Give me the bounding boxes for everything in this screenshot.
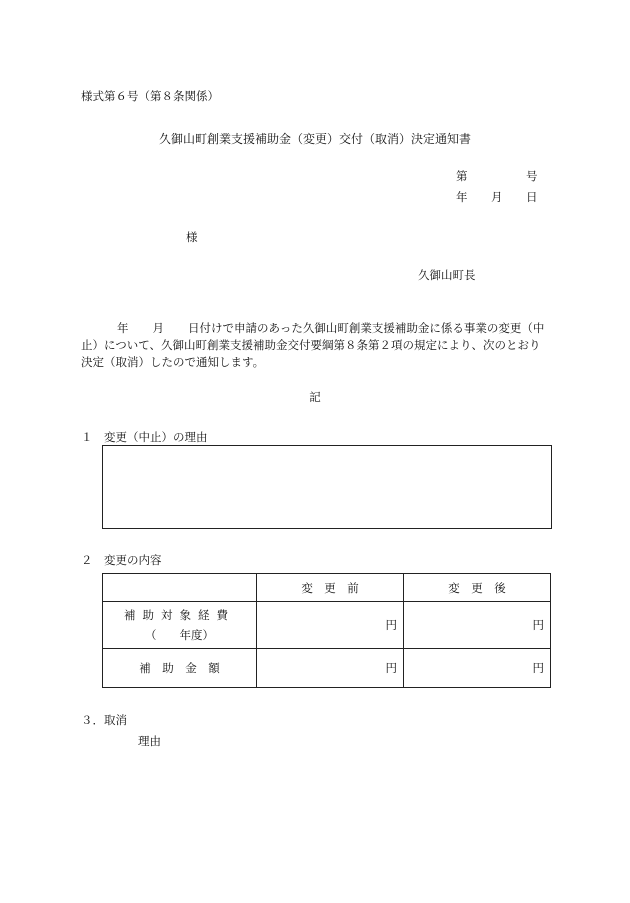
after-value: 円	[404, 649, 551, 688]
section3-reason-label: 理由	[138, 734, 161, 748]
section1-reason-box	[102, 445, 552, 529]
doc-number-suffix: 号	[526, 169, 538, 183]
body-month: 月	[152, 321, 164, 335]
date-month: 月	[491, 190, 503, 204]
body-text-content: 日付けで申請のあった久御山町創業支援補助金に係る事業の変更（中止）について、久御山町創業支援補助金交付要綱第８条第２項の規定により、次のとおり決定（取消）したので通知します。	[81, 321, 545, 369]
table-row	[103, 602, 551, 649]
date-day: 日	[526, 190, 538, 204]
section1-label: １ 変更（中止）の理由	[81, 430, 208, 444]
section2-label: ２ 変更の内容	[81, 553, 162, 567]
document-title: 久御山町創業支援補助金（変更）交付（取消）決定通知書	[158, 132, 471, 146]
table-header-row	[103, 574, 551, 602]
body-year: 年	[117, 321, 129, 335]
date-year: 年	[456, 190, 468, 204]
after-value: 円	[404, 602, 551, 649]
section3-label: ３．取消	[81, 713, 127, 727]
changes-table	[102, 573, 551, 688]
ki-heading: 記	[309, 390, 321, 404]
row-label-line1: 補助対象経費	[124, 608, 236, 622]
row-label-subsidy-amount: 補 助 金 額	[103, 649, 257, 688]
table-row	[103, 649, 551, 688]
sender: 久御山町長	[418, 268, 476, 282]
row-label-subsidy-cost	[103, 602, 257, 649]
before-value: 円	[257, 649, 404, 688]
header-empty	[103, 574, 257, 602]
header-before: 変 更 前	[257, 574, 404, 602]
recipient: 様	[186, 230, 198, 244]
body-text	[81, 320, 551, 371]
doc-number-prefix: 第	[456, 169, 468, 183]
form-number: 様式第６号（第８条関係）	[81, 89, 219, 103]
before-value: 円	[257, 602, 404, 649]
header-after: 変 更 後	[404, 574, 551, 602]
row-label-line2: （ 年度）	[145, 628, 215, 642]
